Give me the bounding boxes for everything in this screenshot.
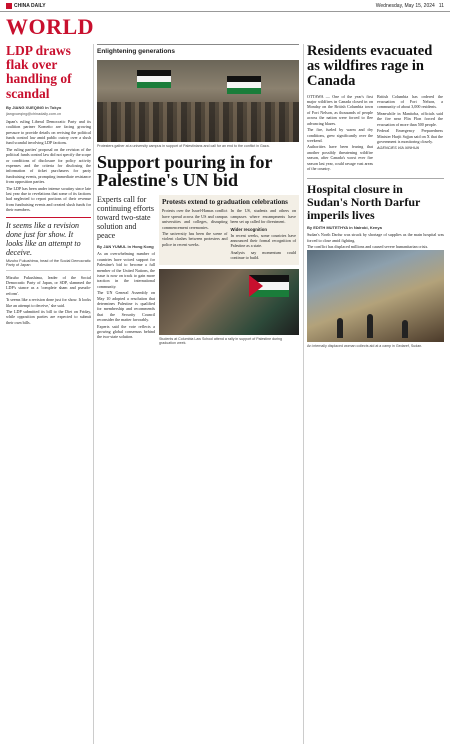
protest-sidebar xyxy=(159,195,299,264)
pull-quote-text: It seems like a revision done just for show. It looks like an attempt to deceive. xyxy=(6,220,81,257)
main-subhead: Wider recognition xyxy=(230,226,267,232)
wildfire-paragraph: Authorities have been fearing that another possibly threatening wildfire season, after Canada's worst ever fire season last year, could ravage vast areas of the country. xyxy=(307,144,373,171)
wildfire-paragraph: British Columbia has ordered the evacuation of Fort Nelson, a community of about 3,000 residents. xyxy=(377,93,443,110)
masthead-logo xyxy=(6,3,46,9)
sidebar-paragraph: In the US, students and others on campuses where encampments have been set up called for divestment. xyxy=(230,208,296,225)
right-articles xyxy=(307,44,444,744)
column-divider xyxy=(303,44,304,744)
main-paragraph: Experts said the vote reflects a growing global consensus behind the two-state solution. xyxy=(97,323,155,340)
sudan-byline: By EDITH MUTETHYA in Nairobi, Kenya xyxy=(307,225,382,231)
wildfire-paragraph: Federal Emergency Preparedness Minister Harjit Sajjan said on X that the government is monitoring closely. xyxy=(377,128,443,144)
sudan-photo-caption: An internally displaced woman collects aid at a camp in Gedaref, Sudan. xyxy=(307,344,423,349)
main-headline[interactable]: Support pouring in for Palestine's UN bid xyxy=(97,151,273,191)
photo-caption: Protesters gather at a university campus in support of Palestinians and call for an end to the conflict in Gaza. xyxy=(97,144,270,148)
main-byline: By JAN YUMUL in Hong Kong xyxy=(97,244,154,250)
left-paragraph: Japan's ruling Liberal Democratic Party and its coalition partner Komeito are facing growing pressure to provide details on revising the political funds control law amid public outcry over a slush fund scandal involving LDP factions. xyxy=(6,118,91,146)
graduation-photo[interactable] xyxy=(159,269,299,335)
logo-text: CHINA DAILY xyxy=(14,2,46,9)
sudan-paragraph: Sudan's North Darfur was struck by shortage of supplies as the main hospital was forced to close amid fighting. xyxy=(307,232,444,243)
logo-icon xyxy=(6,3,12,9)
sudan-paragraph: The conflict has displaced millions and caused severe humanitarian crisis. xyxy=(307,243,429,249)
mid-kicker: Enlightening generations xyxy=(97,44,299,58)
main-paragraph: In recent weeks, some countries have announced their formal recognition of Palestine as a state. xyxy=(230,232,296,249)
sidebar-title[interactable]: Protests extend to graduation celebrations xyxy=(162,198,288,207)
sudan-headline[interactable]: Hospital closure in Sudan's North Darfur imperils lives xyxy=(307,178,444,221)
left-headline[interactable]: LDP draws flak over handling of scandal xyxy=(6,44,72,101)
left-email[interactable]: jiangxueqing@chinadaily.com.cn xyxy=(6,111,62,116)
main-deck: Experts call for continuing efforts toward two-state solution and peace xyxy=(97,195,154,241)
main-paragraph: As an overwhelming number of countries have voiced support for Palestine's bid to become a full member of the United Nations, the issue is now on track to gain more traction in the international community. xyxy=(97,251,155,289)
wildfire-headline[interactable]: Residents evacuated as wildfires rage in Canada xyxy=(307,44,433,90)
palestine-flag-icon xyxy=(137,70,171,88)
mid-article xyxy=(97,60,299,744)
left-paragraph: 'It seems like a revision done just for show. It looks like an attempt to deceive,' she said. xyxy=(6,297,91,308)
left-paragraph: Mizuho Fukushima, leader of the Social Democratic Party of Japan, or SDP, slammed the LDP's stance as a 'complete sham and pseudo-reform'. xyxy=(6,274,91,296)
pull-quote xyxy=(6,217,91,271)
palestine-flag-icon xyxy=(249,275,289,297)
wildfire-paragraph: Meanwhile in Manitoba, officials said the fire near Flin Flon forced the evacuation of more than 500 people. xyxy=(377,110,443,127)
pull-quote-attribution: Mizuho Fukushima, head of the Social Democratic Party of Japan xyxy=(6,258,91,267)
page-number: 11 xyxy=(438,2,444,9)
issue-date: Wednesday, May 15, 2024 xyxy=(375,2,435,9)
sidebar-paragraph: Protests over the Israel-Hamas conflict have spread across the US and campus universities and colleges, disrupting commencement ceremonies. xyxy=(162,208,228,230)
bottom-photo-caption: Students at Columbia Law School attend a rally in support of Palestine during graduation week. xyxy=(159,336,283,346)
section-title: WORLD xyxy=(6,14,95,39)
left-paragraph: The ruling parties' proposal on the revision of the political funds control law did not specify the scope or conditions of disclosure for policy activity expenses and the criteria for disclosing the information of ticket purchasers for party fundraising events, prompting immediate resistance from opposition parties. xyxy=(6,146,91,185)
sidebar-paragraph: The university has been the scene of violent clashes between protesters and police in recent weeks. xyxy=(162,231,228,247)
wildfire-agency: AGENCIES VIA XINHUA xyxy=(377,146,420,151)
sudan-photo[interactable] xyxy=(307,250,444,342)
main-paragraph: Analysts say momentum could continue to build. xyxy=(230,249,296,261)
left-paragraph: The LDP submitted its bill to the Diet on Friday, while opposition parties are expected to submit their own bills. xyxy=(6,309,91,325)
left-paragraph: The LDP has been under intense scrutiny since late last year due to revelations that some of its factions had neglected to report portions of their revenue from fundraising events and created slush funds for their members. xyxy=(6,185,91,213)
wildfire-paragraph: OTTAWA — One of the year's first major wildfires in Canada closed in on Monday on the British Columbia town of Fort Nelson, as thousands of people across the nation were forced to flee advancing blazes. xyxy=(307,93,373,126)
left-byline: By JIANG XUEQING in Tokyo xyxy=(6,104,62,110)
main-paragraph: The UN General Assembly on May 10 adopted a resolution that determines Palestine is qualified for membership and recommends that the Security Council reconsider the matter favorably. xyxy=(97,290,155,323)
column-divider xyxy=(93,44,94,744)
left-article xyxy=(6,44,91,744)
protest-photo[interactable] xyxy=(97,60,299,142)
top-bar xyxy=(0,0,450,12)
wildfire-paragraph: The fire, fueled by warm and dry conditions, grew significantly over the weekend. xyxy=(307,127,373,143)
palestine-flag-icon xyxy=(227,76,261,94)
